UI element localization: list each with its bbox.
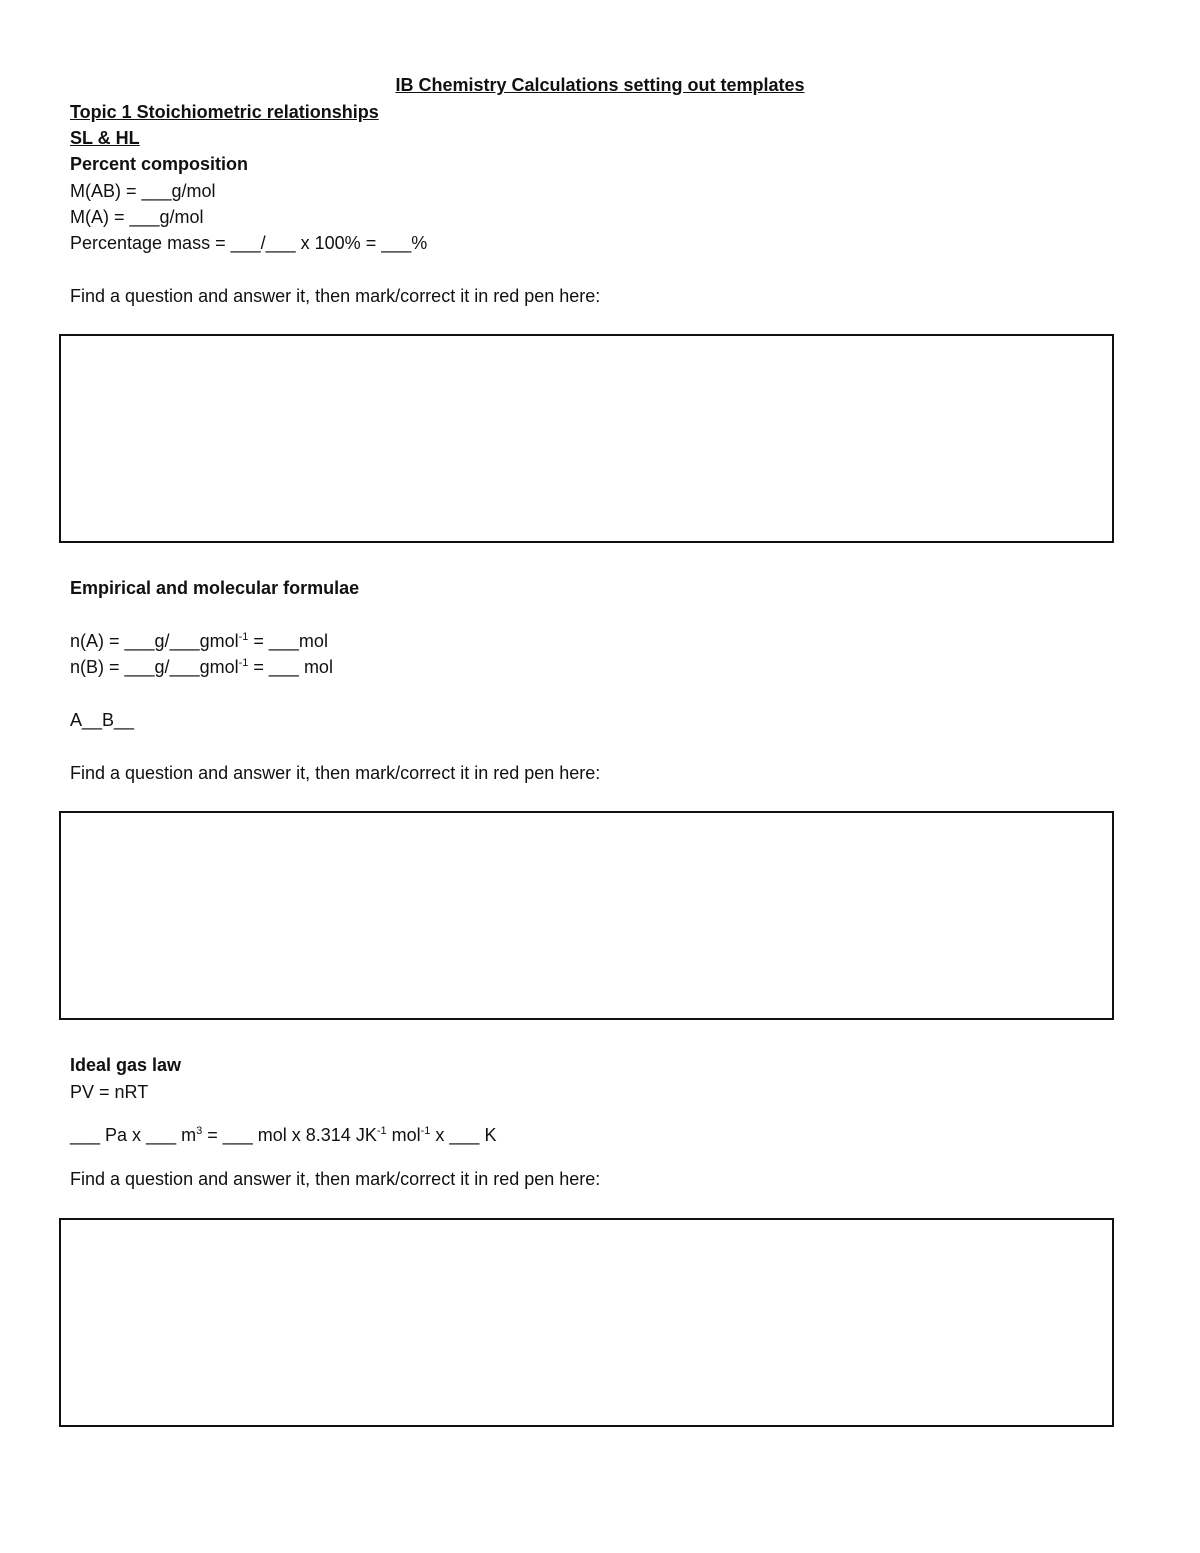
moles-b-exponent: -1	[238, 657, 249, 669]
gas-constant-text: = ___ mol x 8.314 JK	[202, 1125, 377, 1145]
moles-a-text: n(A) = ___g/___gmol	[70, 631, 239, 651]
percent-composition-heading: Percent composition	[70, 154, 249, 174]
prompt-text-3: Find a question and answer it, then mark/correct it in red pen here:	[70, 1169, 601, 1189]
mol-unit-text: mol	[386, 1125, 421, 1145]
moles-a-line	[70, 630, 328, 652]
moles-a-result: = ___mol	[248, 631, 328, 651]
molar-mass-a-line: M(A) = ___g/mol	[70, 207, 204, 227]
ideal-gas-equation: PV = nRT	[70, 1082, 149, 1102]
mol-exponent: -1	[420, 1125, 431, 1137]
answer-box-percent-composition[interactable]	[59, 334, 1114, 543]
ideal-gas-heading: Ideal gas law	[70, 1055, 182, 1075]
moles-b-text: n(B) = ___g/___gmol	[70, 657, 239, 677]
kelvin-exponent: -1	[376, 1125, 387, 1137]
pressure-volume-text: ___ Pa x ___ m	[70, 1125, 197, 1145]
empirical-formula-line: A__B__	[70, 710, 135, 730]
moles-a-exponent: -1	[238, 631, 249, 643]
topic-heading: Topic 1 Stoichiometric relationships	[70, 102, 379, 122]
moles-b-result: = ___ mol	[248, 657, 333, 677]
answer-box-ideal-gas[interactable]	[59, 1218, 1114, 1427]
prompt-text-2: Find a question and answer it, then mark/correct it in red pen here:	[70, 763, 601, 783]
moles-b-line	[70, 656, 333, 678]
prompt-text-1: Find a question and answer it, then mark/correct it in red pen here:	[70, 286, 601, 306]
answer-box-empirical-formulae[interactable]	[59, 811, 1114, 1020]
document-title: IB Chemistry Calculations setting out templates	[395, 75, 805, 95]
level-heading: SL & HL	[70, 128, 140, 148]
percentage-mass-line: Percentage mass = ___/___ x 100% = ___%	[70, 233, 428, 253]
volume-exponent: 3	[196, 1125, 203, 1137]
empirical-formulae-heading: Empirical and molecular formulae	[70, 578, 360, 598]
ideal-gas-calculation-line	[70, 1124, 496, 1146]
molar-mass-ab-line: M(AB) = ___g/mol	[70, 181, 216, 201]
temperature-text: x ___ K	[430, 1125, 497, 1145]
